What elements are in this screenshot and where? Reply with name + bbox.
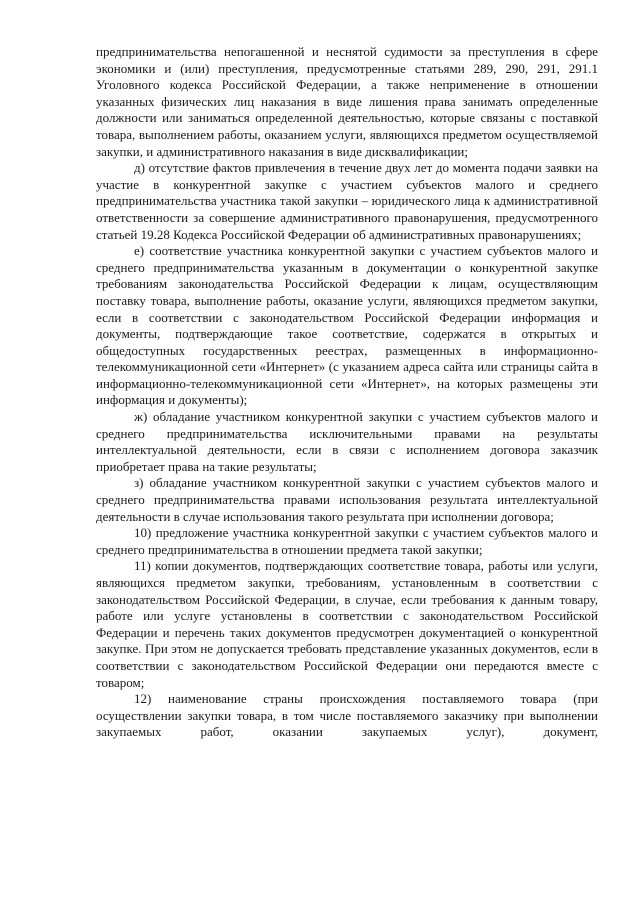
paragraph-item-zh: ж) обладание участником конкурентной закупки с участием субъектов малого и среднего предпринимательства исключительными правами на результаты интеллектуальной деятельности, если в связи с исполнением договора заказчик приобретает права на такие результаты; bbox=[96, 409, 598, 474]
document-page bbox=[96, 44, 598, 741]
paragraph-item-e: е) соответствие участника конкурентной закупки с участием субъектов малого и среднего предпринимательства указанным в документации о конкурентной закупке требованиям законодательства Российской Федерации к лицам, осуществляющим поставку товара, выполнение работы, оказание услуги, являющихся предметом закупки, если в соответствии с законодательством Российской Федерации информация и документы, подтверждающие такое соответствие, содержатся в открытых и общедоступных государственных реестрах, размещенных в информационно-телекоммуникационной сети «Интернет» (с указанием адреса сайта или страницы сайта в информационно-телекоммуникационной сети «Интернет», на которых размещены эти информация и документы); bbox=[96, 243, 598, 408]
paragraph-item-11: 11) копии документов, подтверждающих соответствие товара, работы или услуги, являющихся предметом закупки, требованиям, установленным в соответствии с законодательством Российской Федерации, в случае, если требования к данным товару, работе или услуге установлены в соответствии с законодательством Российской Федерации и перечень таких документов предусмотрен документацией о конкурентной закупке. При этом не допускается требовать представление указанных документов, если в соответствии с законодательством Российской Федерации они передаются вместе с товаром; bbox=[96, 558, 598, 690]
paragraph-item-z: з) обладание участником конкурентной закупки с участием субъектов малого и среднего предпринимательства правами использования результата интеллектуальной деятельности в случае использования такого результата при исполнении договора; bbox=[96, 475, 598, 524]
paragraph-item-12: 12) наименование страны происхождения поставляемого товара (при осуществлении закупки товара, в том числе поставляемого заказчику при выполнении закупаемых работ, оказании закупаемых услуг), документ, bbox=[96, 691, 598, 740]
paragraph-item-10: 10) предложение участника конкурентной закупки с участием субъектов малого и среднего предпринимательства в отношении предмета такой закупки; bbox=[96, 525, 598, 557]
paragraph-item-d: д) отсутствие фактов привлечения в течение двух лет до момента подачи заявки на участие в конкурентной закупке с участием субъектов малого и среднего предпринимательства участника такой закупки – юридического лица к административной ответственности за совершение административного правонарушения, предусмотренного статьей 19.28 Кодекса Российской Федерации об административных правонарушениях; bbox=[96, 160, 598, 242]
paragraph-continuation: предпринимательства непогашенной и неснятой судимости за преступления в сфере экономики и (или) преступления, предусмотренные статьями 289, 290, 291, 291.1 Уголовного кодекса Российской Федерации, а также неприменение в отношении указанных физических лиц наказания в виде лишения права занимать определенные должности или заниматься определенной деятельностью, которые связаны с поставкой товара, выполнением работы, оказанием услуги, являющихся предметом осуществляемой закупки, и административного наказания в виде дисквалификации; bbox=[96, 44, 598, 159]
